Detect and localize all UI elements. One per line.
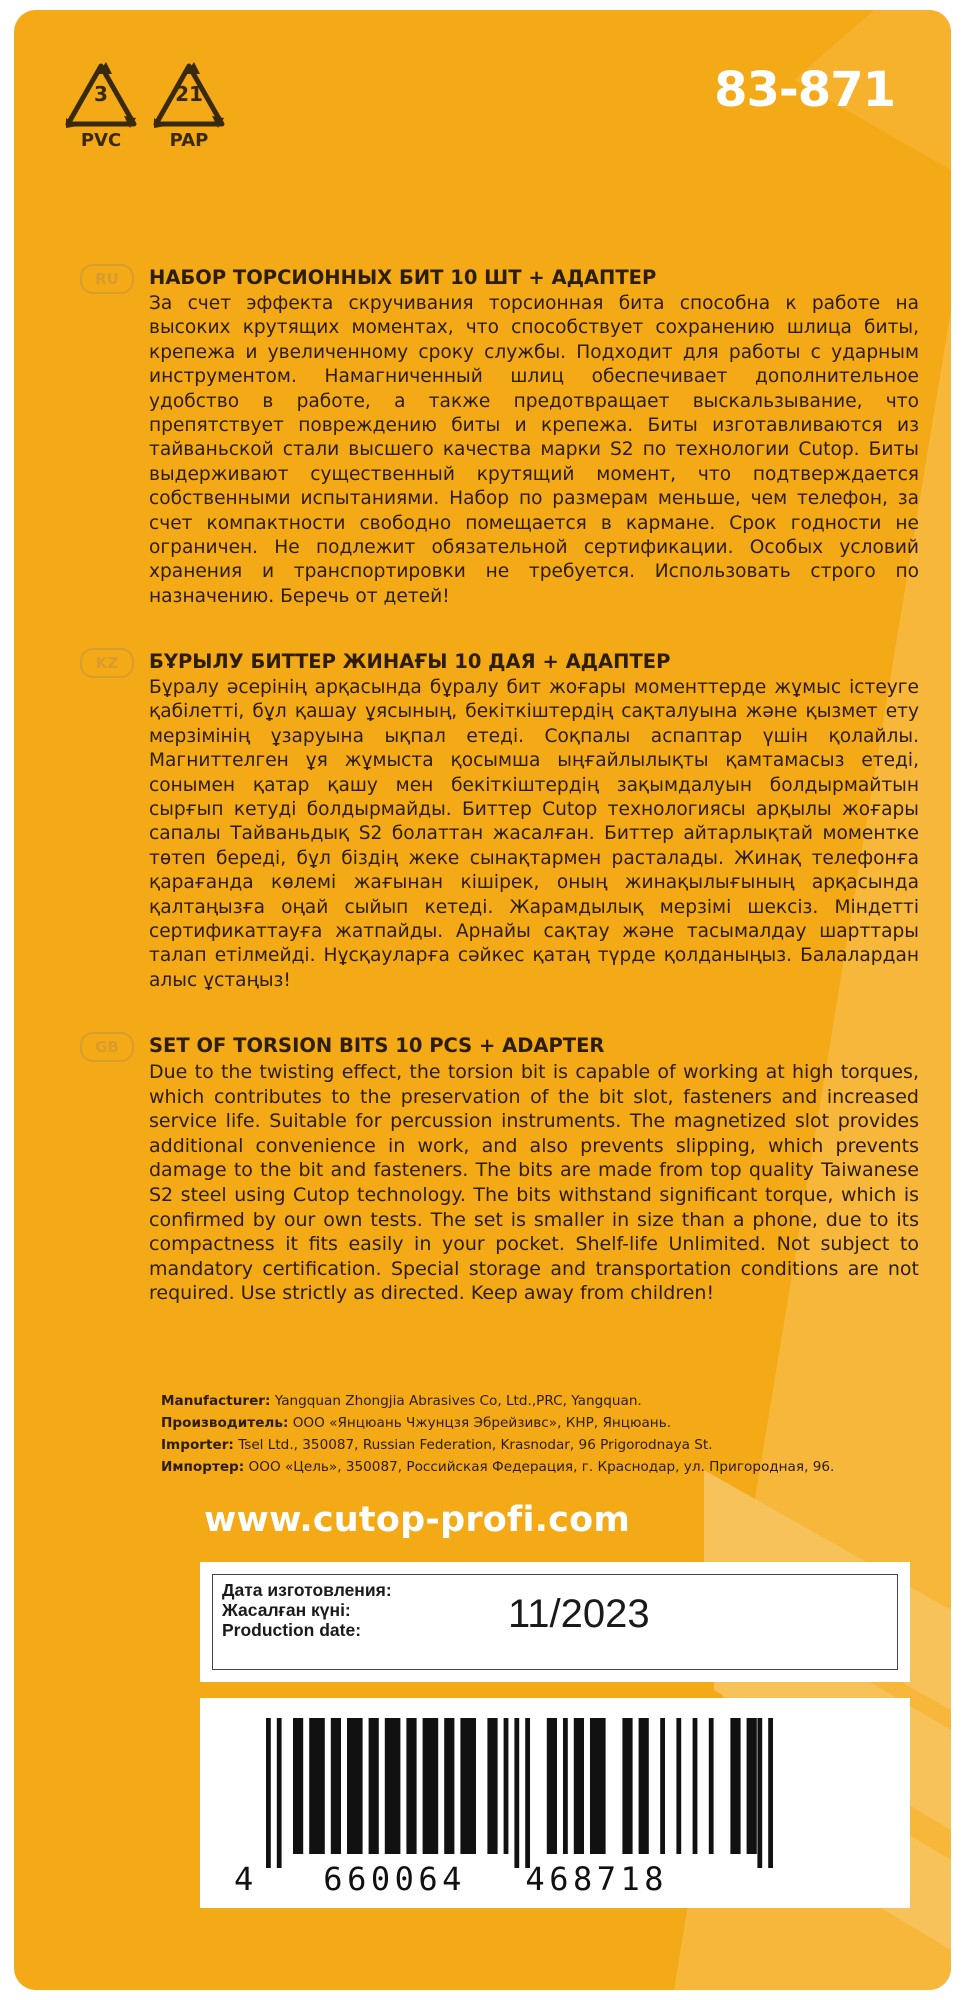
barcode-bar: [293, 1718, 303, 1854]
recycling-material: PVC: [80, 130, 122, 151]
legal-line-importer: Importer: Tsel Ltd., 350087, Russian Federation, Krasnodar, 96 Prigorodnaya St.: [161, 1437, 713, 1453]
section-title: БҰРЫЛУ БИТТЕР ЖИНАҒЫ 10 ДАЯ + АДАПТЕР: [149, 650, 671, 673]
barcode-bar: [525, 1718, 530, 1868]
barcode-bar: [444, 1718, 454, 1854]
section-ru: [149, 266, 919, 609]
barcode-bar: [574, 1718, 584, 1854]
barcode-bar: [639, 1718, 649, 1854]
legal-line-manufacturer: Manufacturer: Yangquan Zhongjia Abrasives Co, Ltd.,PRC, Yangquan.: [161, 1393, 642, 1409]
barcode-bar: [266, 1718, 271, 1868]
barcode-bar: [487, 1718, 497, 1854]
legal-line-manufacturer-ru: Производитель: ООО «Янцюань Чжунцзя Эбрейзивс», КНР, Янцюань.: [161, 1415, 672, 1431]
section-body: Бұралу әсерінің арқасында бұралу бит жоғары моменттерде жұмыс істеуге қабілетті, бұл қашау ұясының, бекіткіштердің сақталуына және қызмет ету мерзімінің ұзаруына ықпал етеді. Соқпалы аспаптар үшін қолайлы. Магниттелген ұя жұмыста қосымша ыңғайлылықты қамтамасыз етеді, сонымен қатар қашу мен бекіткіштердің зақымдалуын болдырмайтын сырғып кетуді болдырмайды. Биттер Cutop технологиясы арқылы жоғары сапалы Тайваньдық S2 болаттан жасалған. Биттер айтарлықтай моментке төтеп береді, бұл біздің жеке сынақтармен расталады. Жинақ телефонға қарағанда көлемі жағынан кішірек, оның жинақылығының арқасында қалтаңызға оңай сыйып кетеді. Жарамдылық мерзімі шексіз. Міндетті сертификаттауға жатпайды. Арнайы сақтау және тасымалдау шарттары талап етілмейді. Нұсқауларға сәйкес қатаң түрде қолданыңыз. Балалардан алыс ұстаңыз!: [149, 677, 919, 991]
barcode-bar: [460, 1718, 476, 1854]
barcode-right-group: 468718: [525, 1860, 669, 1898]
barcode-bar: [347, 1718, 363, 1854]
packaging-card: [14, 10, 951, 1990]
legal-line-importer-ru: Импортер: ООО «Цель», 350087, Российская Федерация, г. Краснодар, ул. Пригородная, 96.: [161, 1459, 835, 1475]
website-url: www.cutop-profi.com: [204, 1500, 631, 1540]
recycling-symbol-pap: [144, 60, 234, 151]
barcode-bar: [590, 1718, 606, 1854]
recycling-code: 3: [94, 82, 108, 106]
barcode-bar: [547, 1718, 557, 1854]
barcode-bar: [331, 1718, 341, 1854]
barcode-bar: [514, 1718, 519, 1868]
production-date-value: 11/2023: [508, 1592, 650, 1636]
barcode-bar: [309, 1718, 325, 1854]
recycling-code: 21: [175, 82, 203, 106]
recycling-symbol-pvc: [56, 60, 146, 151]
production-date-captions: [222, 1580, 392, 1640]
date-caption-kz: Жасалған күні:: [222, 1600, 351, 1620]
barcode-bar: [385, 1718, 401, 1854]
legal-info: [161, 1390, 921, 1478]
barcode-bar: [693, 1718, 698, 1854]
barcode-bar: [369, 1718, 379, 1854]
barcode-left-group: 660064: [323, 1860, 466, 1898]
barcode-bar: [730, 1718, 740, 1854]
recycling-material: PAP: [169, 130, 209, 151]
date-caption-en: Production date:: [222, 1620, 362, 1640]
date-caption-ru: Дата изготовления:: [222, 1580, 392, 1600]
barcode-bar: [423, 1718, 439, 1854]
barcode-bar: [563, 1718, 568, 1854]
barcode-bar: [676, 1718, 681, 1854]
barcode-bar: [504, 1718, 509, 1854]
section-body: За счет эффекта скручивания торсионная бита способна к работе на высоких крутящих моментах, что способствует сохранению шлица биты, крепежа и увеличенному сроку службы. Подходит для работы с ударным инструментом. Намагниченный шлиц обеспечивает дополнительное удобство в работе, а также предотвращает выскальзывание, что препятствует повреждению биты и крепежа. Биты изготавливаются из тайваньской стали высшего качества марки S2 по технологии Cutop. Биты выдерживают существенный крутящий момент, что подтверждается собственными испытаниями. Набор по размерам меньше, чем телефон, за счет компактности свободно помещается в кармане. Срок годности не ограничен. Не подлежит обязательной сертификации. Особых условий хранения и транспортировки не требуется. Использовать строго по назначению. Беречь от детей!: [149, 293, 919, 607]
barcode-bar: [277, 1718, 282, 1868]
barcode-bar: [747, 1718, 757, 1854]
section-title: НАБОР ТОРСИОННЫХ БИТ 10 ШТ + АДАПТЕР: [149, 266, 657, 289]
article-number: 83-871: [714, 62, 895, 118]
barcode-bar: [709, 1718, 714, 1854]
production-date-label: [200, 1562, 910, 1682]
barcode-first-digit: 4: [234, 1860, 258, 1898]
barcode-digits: [234, 1860, 874, 1898]
barcode-bar: [660, 1718, 665, 1854]
lang-badge-ru: RU: [80, 264, 134, 294]
section-kz: [149, 650, 919, 993]
lang-badge-gb: GB: [80, 1032, 134, 1062]
barcode-bar: [768, 1718, 773, 1868]
barcode-label: [200, 1698, 910, 1908]
section-title: SET OF TORSION BITS 10 PCS + ADAPTER: [149, 1034, 605, 1057]
barcode-bar: [406, 1718, 416, 1854]
section-gb: [149, 1034, 919, 1306]
section-body: Due to the twisting effect, the torsion bit is capable of working at high torques, which contributes to the preservation of the bit slot, fasteners and increased service life. Suitable for percussion instruments. The magnetized slot provides additional convenience in work, and also prevents slipping, which prevents damage to the bit and fasteners. The bits are made from top quality Taiwanese S2 steel using Cutop technology. The bits withstand significant torque, which is confirmed by our own tests. The set is smaller in size than a phone, due to its compactness it fits easily in your pocket. Shelf-life Unlimited. Not subject to mandatory certification. Special storage and transportation conditions are not required. Use strictly as directed. Keep away from children!: [149, 1061, 919, 1305]
lang-badge-kz: KZ: [80, 648, 134, 678]
barcode-bar: [757, 1718, 762, 1868]
barcode-bar: [622, 1718, 632, 1854]
